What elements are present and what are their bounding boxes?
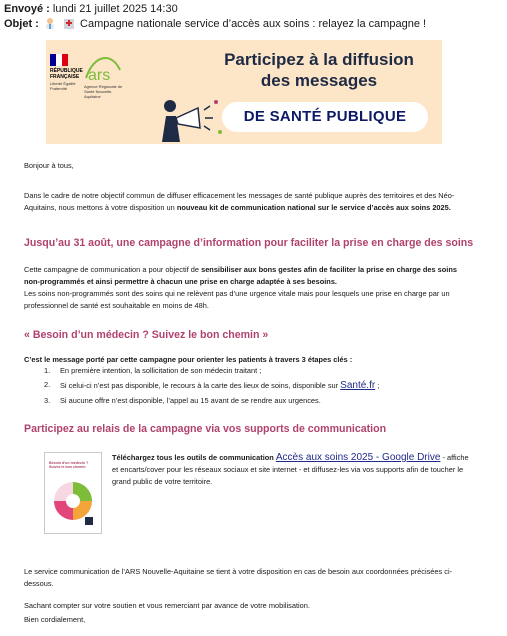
rf-title: RÉPUBLIQUE FRANÇAISE: [50, 68, 83, 80]
poster-illustration-icon: [49, 475, 97, 525]
non-scheduled-care-paragraph: Les soins non-programmés sont des soins qui ne relèvent pas d’une urgence vitale mais pour lesquels une prise en charge par un professionnel de santé est souhaitable en moins de 48h.: [24, 289, 450, 310]
objective-text: Cette campagne de communication a pour objectif de: [24, 265, 202, 274]
ars-logo: [82, 48, 124, 86]
download-paragraph: [112, 452, 474, 488]
intro-text: Dans le cadre de notre objectif commun de diffuser efficacement les messages de santé publique auprès des territoires et des Néo-Aquitains, nous mettons à votre disposition un: [24, 191, 455, 212]
subject-label: Objet :: [4, 18, 39, 30]
subject-row: [4, 17, 426, 31]
intro-bold-text: nouveau kit de communication national sur le service d’accès aux soins 2025.: [176, 203, 451, 212]
doctor-emoji-icon: [44, 17, 56, 29]
campaign-banner: [46, 40, 442, 144]
sent-date: lundi 21 juillet 2025 14:30: [52, 3, 178, 15]
rf-motto: Liberté Égalité Fraternité: [50, 81, 76, 91]
download-bold-text: Téléchargez tous les outils de communication: [112, 453, 276, 462]
sent-label: Envoyé :: [4, 3, 50, 15]
sent-row: [4, 2, 178, 16]
ars-subtitle: Agence Régionale de Santé Nouvelle-Aquitaine: [84, 84, 123, 99]
section-heading-relay: Participez au relais de la campagne via vos supports de communication: [24, 423, 387, 435]
banner-title-line2: des messages: [260, 71, 378, 90]
section-heading-slogan: « Besoin d’un médecin ? Suivez le bon chemin »: [24, 329, 269, 341]
banner-title-line1: Participez à la diffusion: [224, 50, 414, 69]
contact-paragraph: Le service communication de l’ARS Nouvelle-Aquitaine se tient à votre disposition en cas de besoin aux coordonnées précisées ci-dessous.: [24, 567, 453, 588]
closing: Bien cordialement,: [24, 615, 86, 624]
subject-text: Campagne nationale service d’accès aux soins : relayez la campagne !: [80, 18, 427, 30]
hospital-emoji-icon: [63, 17, 75, 29]
intro-paragraph: [24, 190, 474, 214]
republique-francaise-logo: [50, 54, 84, 104]
banner-pill-title: DE SANTÉ PUBLIQUE: [222, 102, 428, 132]
sante-fr-link[interactable]: Santé.fr: [340, 380, 376, 391]
poster-title: Besoin d’un médecin ? Suivez le bon chemin: [49, 461, 89, 470]
french-flag-icon: [50, 54, 68, 66]
download-text: - affiche et encarts/cover pour les réseaux sociaux et site internet - et diffusez-les via vos supports afin de toucher le grand public de votre territoire.: [112, 453, 469, 486]
campaign-objective-paragraph: [24, 264, 474, 288]
steps-intro: C’est le message porté par cette campagne pour orienter les patients à travers 3 étapes clés :: [24, 355, 353, 364]
megaphone-illustration-icon: [150, 88, 230, 142]
section-heading-campaign: Jusqu’au 31 août, une campagne d’information pour faciliter la prise en charge des soins: [24, 237, 474, 249]
campaign-poster-thumbnail[interactable]: [44, 452, 102, 534]
steps-list: 1. En première intention, la sollicitation de son médecin traitant ; 2. Si celui-ci n’est pas disponible, le recours à la carte des lieux de soins, disponible sur Santé.fr ; 3. Si aucune offre n’est disponible, l’appel au 15 avant de se rendre aux urgences.: [44, 366, 380, 405]
greeting: Bonjour à tous,: [24, 161, 74, 170]
ars-logo-text: ars: [88, 67, 111, 84]
thanks-paragraph: Sachant compter sur votre soutien et vous remerciant par avance de votre mobilisation.: [24, 601, 310, 610]
objective-bold-text: sensibiliser aux bons gestes afin de faciliter la prise en charge des soins non-programmés et ainsi permettre à chacun une prise en charge adaptée à ses besoins.: [24, 265, 457, 286]
google-drive-link[interactable]: Accès aux soins 2025 - Google Drive: [275, 452, 441, 463]
